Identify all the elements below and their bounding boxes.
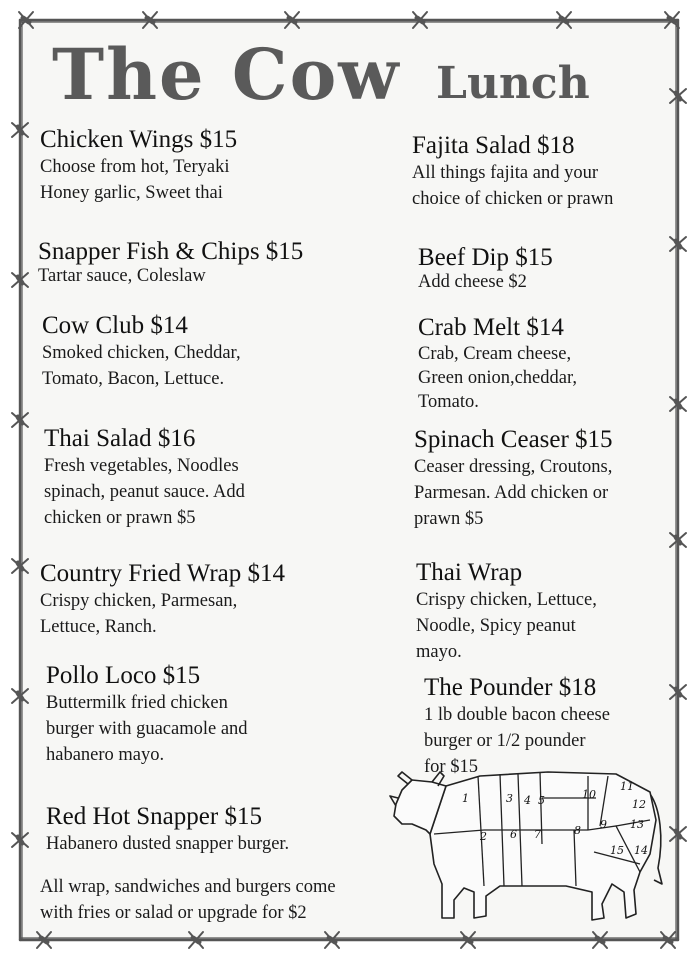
item-description: All things fajita and your choice of chicken or prawn [412, 163, 614, 209]
cut-number-11: 11 [620, 780, 634, 793]
item-description: Smoked chicken, Cheddar, Tomato, Bacon, Lettuce. [42, 343, 241, 389]
cut-number-3: 3 [506, 792, 513, 805]
item-name: The Pounder $18 [424, 674, 597, 701]
menu-item-crab-melt [418, 314, 577, 414]
cut-number-5: 5 [538, 794, 545, 807]
cut-number-2: 2 [480, 830, 487, 843]
item-name: Crab Melt $14 [418, 314, 564, 341]
item-description: Choose from hot, Teryaki Honey garlic, Sweet thai [40, 157, 230, 203]
menu-item-country-fried-wrap [40, 560, 285, 640]
menu-item-cow-club [42, 312, 241, 392]
item-name: Thai Salad $16 [44, 425, 196, 452]
item-description: Crab, Cream cheese, Green onion,cheddar, Tomato. [418, 344, 578, 412]
cut-number-9: 9 [600, 818, 607, 831]
cut-number-8: 8 [574, 824, 581, 837]
item-name: Cow Club $14 [42, 312, 188, 339]
menu-item-snapper-fish-chips [38, 238, 303, 286]
menu-item-chicken-wings [40, 126, 237, 206]
cut-number-4: 4 [524, 794, 531, 807]
item-name: Red Hot Snapper $15 [46, 803, 262, 830]
cut-number-13: 13 [630, 818, 644, 831]
menu-item-red-hot-snapper [46, 803, 289, 857]
cow-cuts-diagram [388, 768, 668, 926]
item-description: 1 lb double bacon cheese burger or 1/2 pounder for $15 [424, 705, 610, 777]
menu-item-thai-salad [44, 425, 245, 531]
cut-number-7: 7 [534, 828, 541, 841]
menu-item-the-pounder [424, 674, 610, 780]
menu-item-spinach-ceaser [414, 426, 613, 532]
item-description: Habanero dusted snapper burger. [46, 834, 290, 854]
cut-number-6: 6 [510, 828, 517, 841]
page-title: The Cow [52, 33, 401, 116]
cut-number-12: 12 [632, 798, 646, 811]
item-description: Ceaser dressing, Croutons, Parmesan. Add chicken or prawn $5 [414, 457, 613, 529]
item-name: Snapper Fish & Chips $15 [38, 238, 304, 265]
item-description: Crispy chicken, Parmesan, Lettuce, Ranch. [40, 591, 238, 637]
item-description: Fresh vegetables, Noodles spinach, peanut sauce. Add chicken or prawn $5 [44, 456, 245, 528]
menu-item-pollo-loco [46, 662, 248, 768]
item-name: Spinach Ceaser $15 [414, 426, 613, 453]
item-name: Fajita Salad $18 [412, 132, 575, 159]
item-name: Country Fried Wrap $14 [40, 560, 286, 587]
menu-item-beef-dip [418, 244, 553, 292]
item-description: Add cheese $2 [418, 272, 527, 292]
menu-section-title: Lunch [436, 58, 590, 109]
menu-item-fajita-salad [412, 132, 613, 212]
item-name: Thai Wrap [416, 559, 523, 586]
item-name: Pollo Loco $15 [46, 662, 201, 689]
cut-number-14: 14 [634, 844, 648, 857]
item-description: Crispy chicken, Lettuce, Noodle, Spicy peanut mayo. [416, 590, 597, 662]
cut-number-1: 1 [462, 792, 469, 805]
cut-number-15: 15 [610, 844, 624, 857]
item-name: Chicken Wings $15 [40, 126, 238, 153]
item-description: Tartar sauce, Coleslaw [38, 266, 206, 286]
menu-item-thai-wrap [416, 559, 597, 665]
cut-number-10: 10 [582, 788, 596, 801]
item-description: Buttermilk fried chicken burger with guacamole and habanero mayo. [46, 693, 248, 765]
footer-note: All wrap, sandwiches and burgers come with fries or salad or upgrade for $2 [40, 877, 336, 923]
item-name: Beef Dip $15 [418, 244, 553, 271]
